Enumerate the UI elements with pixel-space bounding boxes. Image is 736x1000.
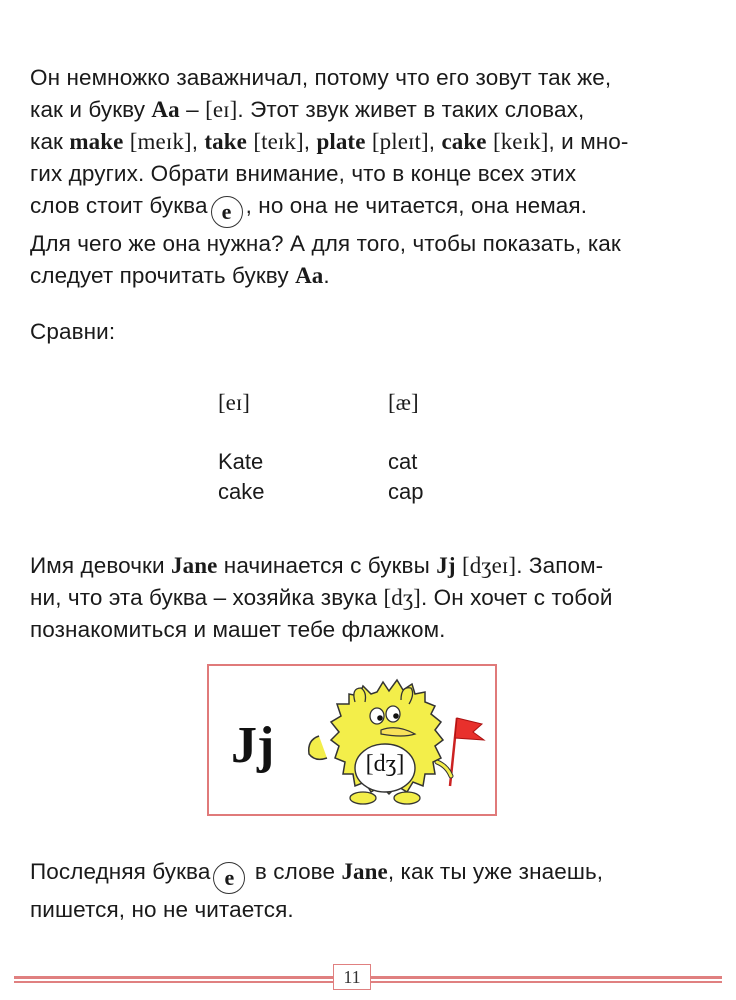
page-number: 11 — [333, 964, 371, 990]
mascot-foot — [394, 792, 420, 804]
transcription: [dʒ] — [383, 585, 421, 610]
text-line: ни, что эта буква – хозяйка звука [dʒ]. Он хочет с тобой — [30, 585, 613, 610]
letter-aa: Aa — [151, 97, 180, 122]
compare-word: Kate — [218, 449, 264, 474]
text-line: пишется, но не читается. — [30, 897, 294, 922]
paragraph-jane — [30, 550, 710, 646]
text-line: как и букву Aa – [eɪ]. Этот звук живет в таких словах, — [30, 97, 585, 122]
mascot-pupil — [393, 713, 399, 719]
card-letter: Jj — [231, 717, 275, 774]
compare-word: cat — [388, 449, 418, 474]
mascot-transcription: [dʒ] — [365, 751, 405, 777]
text-line: следует прочитать букву Aa. — [30, 263, 330, 288]
compare-col1-ipa: [eɪ] — [218, 390, 250, 415]
transcription: [keɪk] — [492, 129, 549, 154]
text-line: гих других. Обрати внимание, что в конце всех этих — [30, 161, 577, 186]
transcription: [eɪ] — [205, 97, 238, 122]
compare-word: cake — [218, 479, 265, 504]
mascot-foot — [350, 792, 376, 804]
word-jane: Jane — [171, 553, 218, 578]
text-line: как make [meɪk], take [teɪk], plate [pleɪt], cake [keɪk], и мно- — [30, 129, 629, 154]
transcription: [meɪk] — [129, 129, 192, 154]
mascot-pupil — [377, 715, 383, 721]
compare-word: cap — [388, 479, 424, 504]
mascot-ear — [354, 688, 366, 702]
mascot-illustration — [297, 674, 497, 814]
letter-card — [207, 664, 497, 816]
text-line: Для чего же она нужна? А для того, чтобы показать, как — [30, 231, 621, 256]
paragraph-silent-e — [30, 856, 710, 926]
flag-icon — [455, 718, 484, 740]
text-line: Он немножко заважничал, потому что его зовут так же, — [30, 65, 612, 90]
text-line: слов стоит буква e , но она не читается, она немая. — [30, 190, 710, 228]
paragraph-intro — [30, 62, 710, 292]
transcription: [pleɪt] — [371, 129, 429, 154]
word-make: make — [69, 129, 124, 154]
text-line: Имя девочки Jane начинается с буквы Jj [dʒeɪ]. Запом- — [30, 553, 604, 578]
word-jane: Jane — [341, 859, 388, 884]
text-line: познакомиться и машет тебе флажком. — [30, 617, 446, 642]
word-cake: cake — [441, 129, 487, 154]
letter-jj: Jj — [436, 553, 456, 578]
circled-letter-e: e — [211, 196, 243, 228]
compare-label: Сравни: — [30, 319, 116, 344]
compare-col2-ipa: [æ] — [388, 390, 419, 415]
transcription: [teɪk] — [253, 129, 304, 154]
circled-letter-e: e — [213, 862, 245, 894]
letter-aa: Aa — [295, 263, 324, 288]
word-plate: plate — [316, 129, 366, 154]
word-take: take — [204, 129, 247, 154]
transcription: [dʒeɪ] — [461, 553, 517, 578]
text-line: Последняя буква e в слове Jane, как ты уже знаешь, — [30, 856, 710, 894]
mascot-arm — [309, 736, 327, 759]
